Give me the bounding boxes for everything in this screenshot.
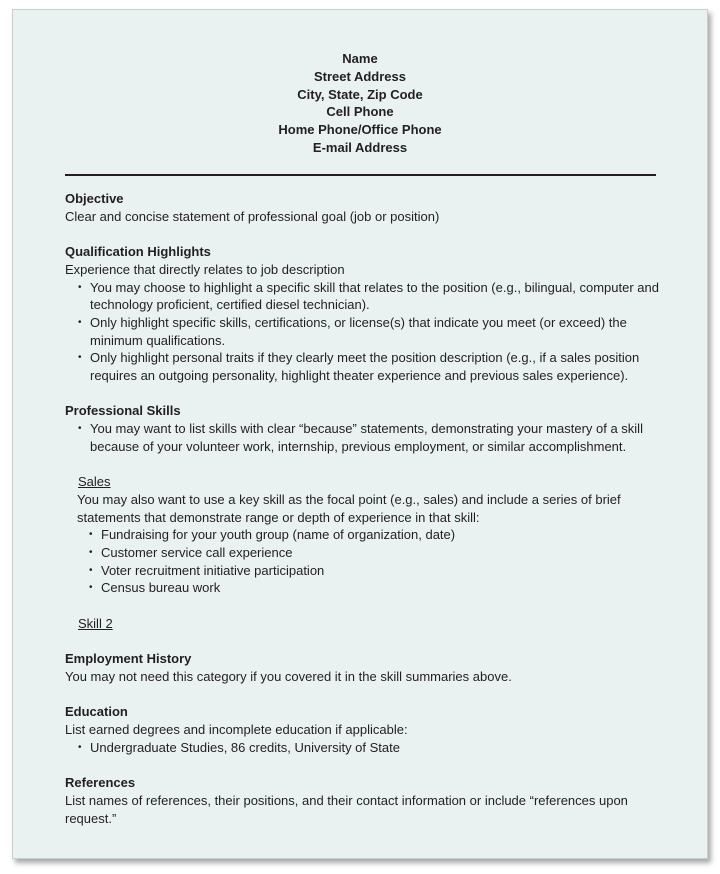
subsection-label: Skill 2 [78,615,113,631]
resume-page [12,9,708,859]
street-address: Street Address [314,68,406,84]
list-item: • Voter recruitment initiative participation [77,562,665,580]
bullet-list [65,420,665,455]
section-heading: Professional Skills [65,403,181,419]
subsection-text: You may also want to use a key skill as the focal point (e.g., sales) and include a series of brief statements that demonstrate range or depth of experience in that skill: [77,491,621,525]
section-intro: Experience that directly relates to job description [65,261,345,277]
bullet-list [65,739,665,757]
sales-subsection [65,473,665,632]
objective-section [65,190,665,225]
city-state-zip: City, State, Zip Code [297,86,423,102]
section-heading: Objective [65,191,124,206]
list-item: • Undergraduate Studies, 86 credits, University of State [65,739,665,757]
section-text: You may not need this category if you covered it in the skill summaries above. [65,668,512,684]
cell-phone: Cell Phone [326,104,394,120]
employment-section [65,650,665,685]
spacer [65,456,665,474]
section-text: List names of references, their positions, and their contact information or include “references upon request.” [65,792,628,826]
qualifications-section [65,243,665,385]
list-item: • You may choose to highlight a specific skill that relates to the position (e.g., bilingual, computer and technology proficient, certified diesel technician). [65,279,665,314]
spacer [77,597,665,615]
contact-header [13,50,707,157]
list-item: • You may want to list skills with clear “because” statements, demonstrating your mastery of a skill because of your volunteer work, internship, previous employment, or similar accomplishment. [65,420,665,455]
subsection-label: Sales [78,474,111,490]
resume-body [65,190,665,845]
section-text: Clear and concise statement of professional goal (job or position) [65,208,440,224]
bullet-list [65,279,665,385]
section-heading: References [65,775,136,791]
home-office-phone: Home Phone/Office Phone [278,122,442,138]
header-divider [65,174,656,176]
references-section [65,774,665,827]
list-item: • Only highlight personal traits if they clearly meet the position description (e.g., if a sales position requires an outgoing personality, highlight theater experience and previous sales experience). [65,349,665,384]
list-item: • Only highlight specific skills, certifications, or license(s) that indicate you meet (or exceed) the minimum qualifications. [65,314,665,349]
email-address: E-mail Address [312,139,408,155]
list-item: • Customer service call experience [77,544,665,562]
bullet-list [77,526,665,597]
section-heading: Employment History [65,651,192,667]
name: Name [342,51,378,66]
professional-skills-section [65,402,665,632]
section-text: List earned degrees and incomplete education if applicable: [65,722,408,737]
section-heading: Qualification Highlights [65,244,211,260]
list-item: • Fundraising for your youth group (name of organization, date) [77,526,665,544]
education-section [65,703,665,756]
section-heading: Education [65,704,128,720]
list-item: • Census bureau work [77,579,665,597]
